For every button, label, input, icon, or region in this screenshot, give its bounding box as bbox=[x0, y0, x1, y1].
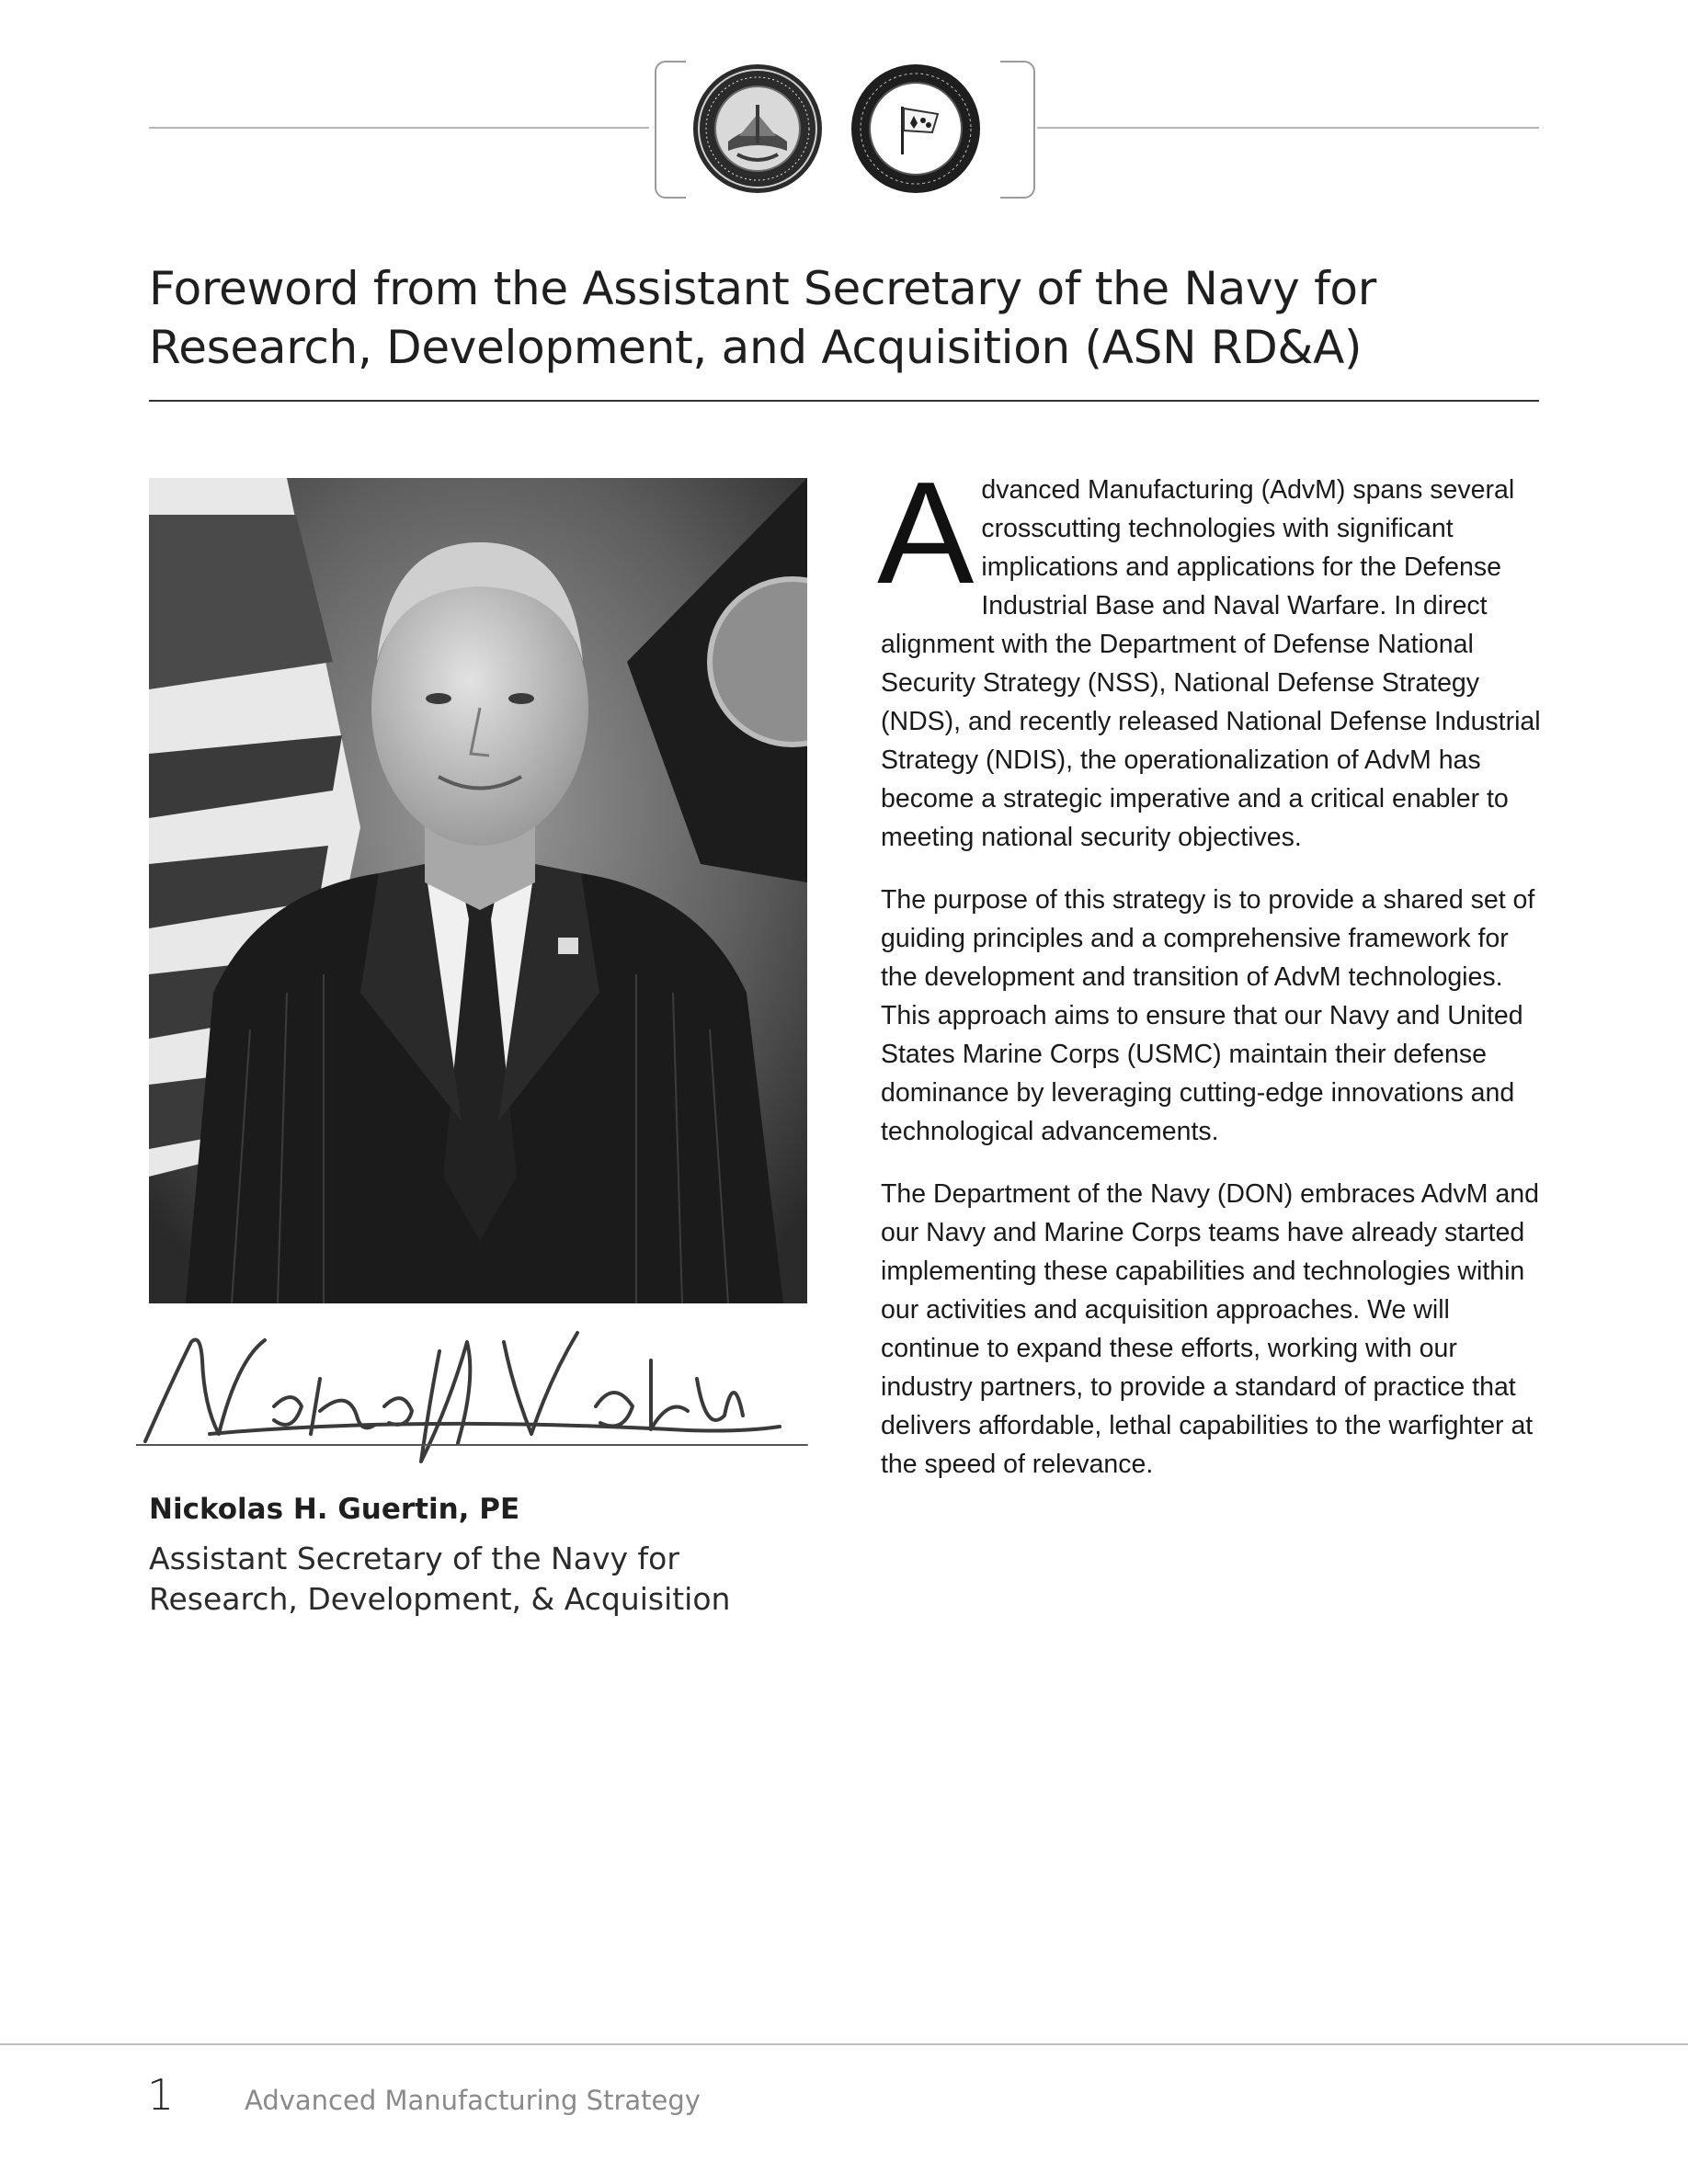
page-number: 1 bbox=[147, 2070, 175, 2120]
paragraph-1-text: dvanced Manufacturing (AdvM) spans several crosscutting technologies with significant implications and applications for the Defense Industrial Base and Naval Warfare. In direct alignment with the Department of Defense National Security Strategy (NSS), National Defense Strategy (NDS), and recently released National Defense Industrial Strategy (NDIS), the operationalization of AdvM has become a strategic imperative and a critical enabler to meeting national security objectives. bbox=[881, 475, 1541, 852]
header-rule-right bbox=[1037, 127, 1539, 129]
department-of-the-navy-seal-icon bbox=[691, 63, 824, 195]
page-title-line-2: Research, Development, and Acquisition (ASN RD&A) bbox=[149, 321, 1363, 374]
foreword-body bbox=[877, 452, 1548, 1507]
signatory-title bbox=[149, 1539, 811, 1620]
page-title-line-1: Foreword from the Assistant Secretary of the Navy for bbox=[149, 262, 1376, 315]
portrait-photo bbox=[149, 478, 807, 1303]
paragraph-2: The purpose of this strategy is to provide a shared set of guiding principles and a comprehensive framework for the development and transition of AdvM technologies. This approach aims to ensure that our Navy and United States Marine Corps (USMC) maintain their defense dominance by leveraging cutting-edge innovations and technological advancements. bbox=[881, 885, 1535, 1146]
drop-cap: A bbox=[877, 452, 975, 614]
header-rule-left bbox=[149, 127, 649, 129]
title-divider bbox=[149, 400, 1539, 402]
paragraph-1 bbox=[877, 452, 1548, 857]
document-name: Advanced Manufacturing Strategy bbox=[245, 2085, 701, 2116]
signatory-title-line-2: Research, Development, & Acquisition bbox=[149, 1581, 731, 1617]
signatory-name: Nickolas H. Guertin, PE bbox=[149, 1493, 520, 1526]
asn-rda-seal-icon bbox=[850, 63, 982, 195]
signatory-title-line-1: Assistant Secretary of the Navy for bbox=[149, 1541, 679, 1576]
page-title bbox=[149, 259, 1528, 377]
footer-divider bbox=[0, 2043, 1688, 2045]
handwritten-signature-icon bbox=[136, 1324, 816, 1471]
paragraph-3: The Department of the Navy (DON) embraces AdvM and our Navy and Marine Corps teams have already started implementing these capabilities and technologies within our activities and acquisition approaches. We will continue to expand these efforts, working with our industry partners, to provide a standard of practice that delivers affordable, lethal capabilities to the warfighter at the speed of relevance. bbox=[881, 1179, 1539, 1479]
